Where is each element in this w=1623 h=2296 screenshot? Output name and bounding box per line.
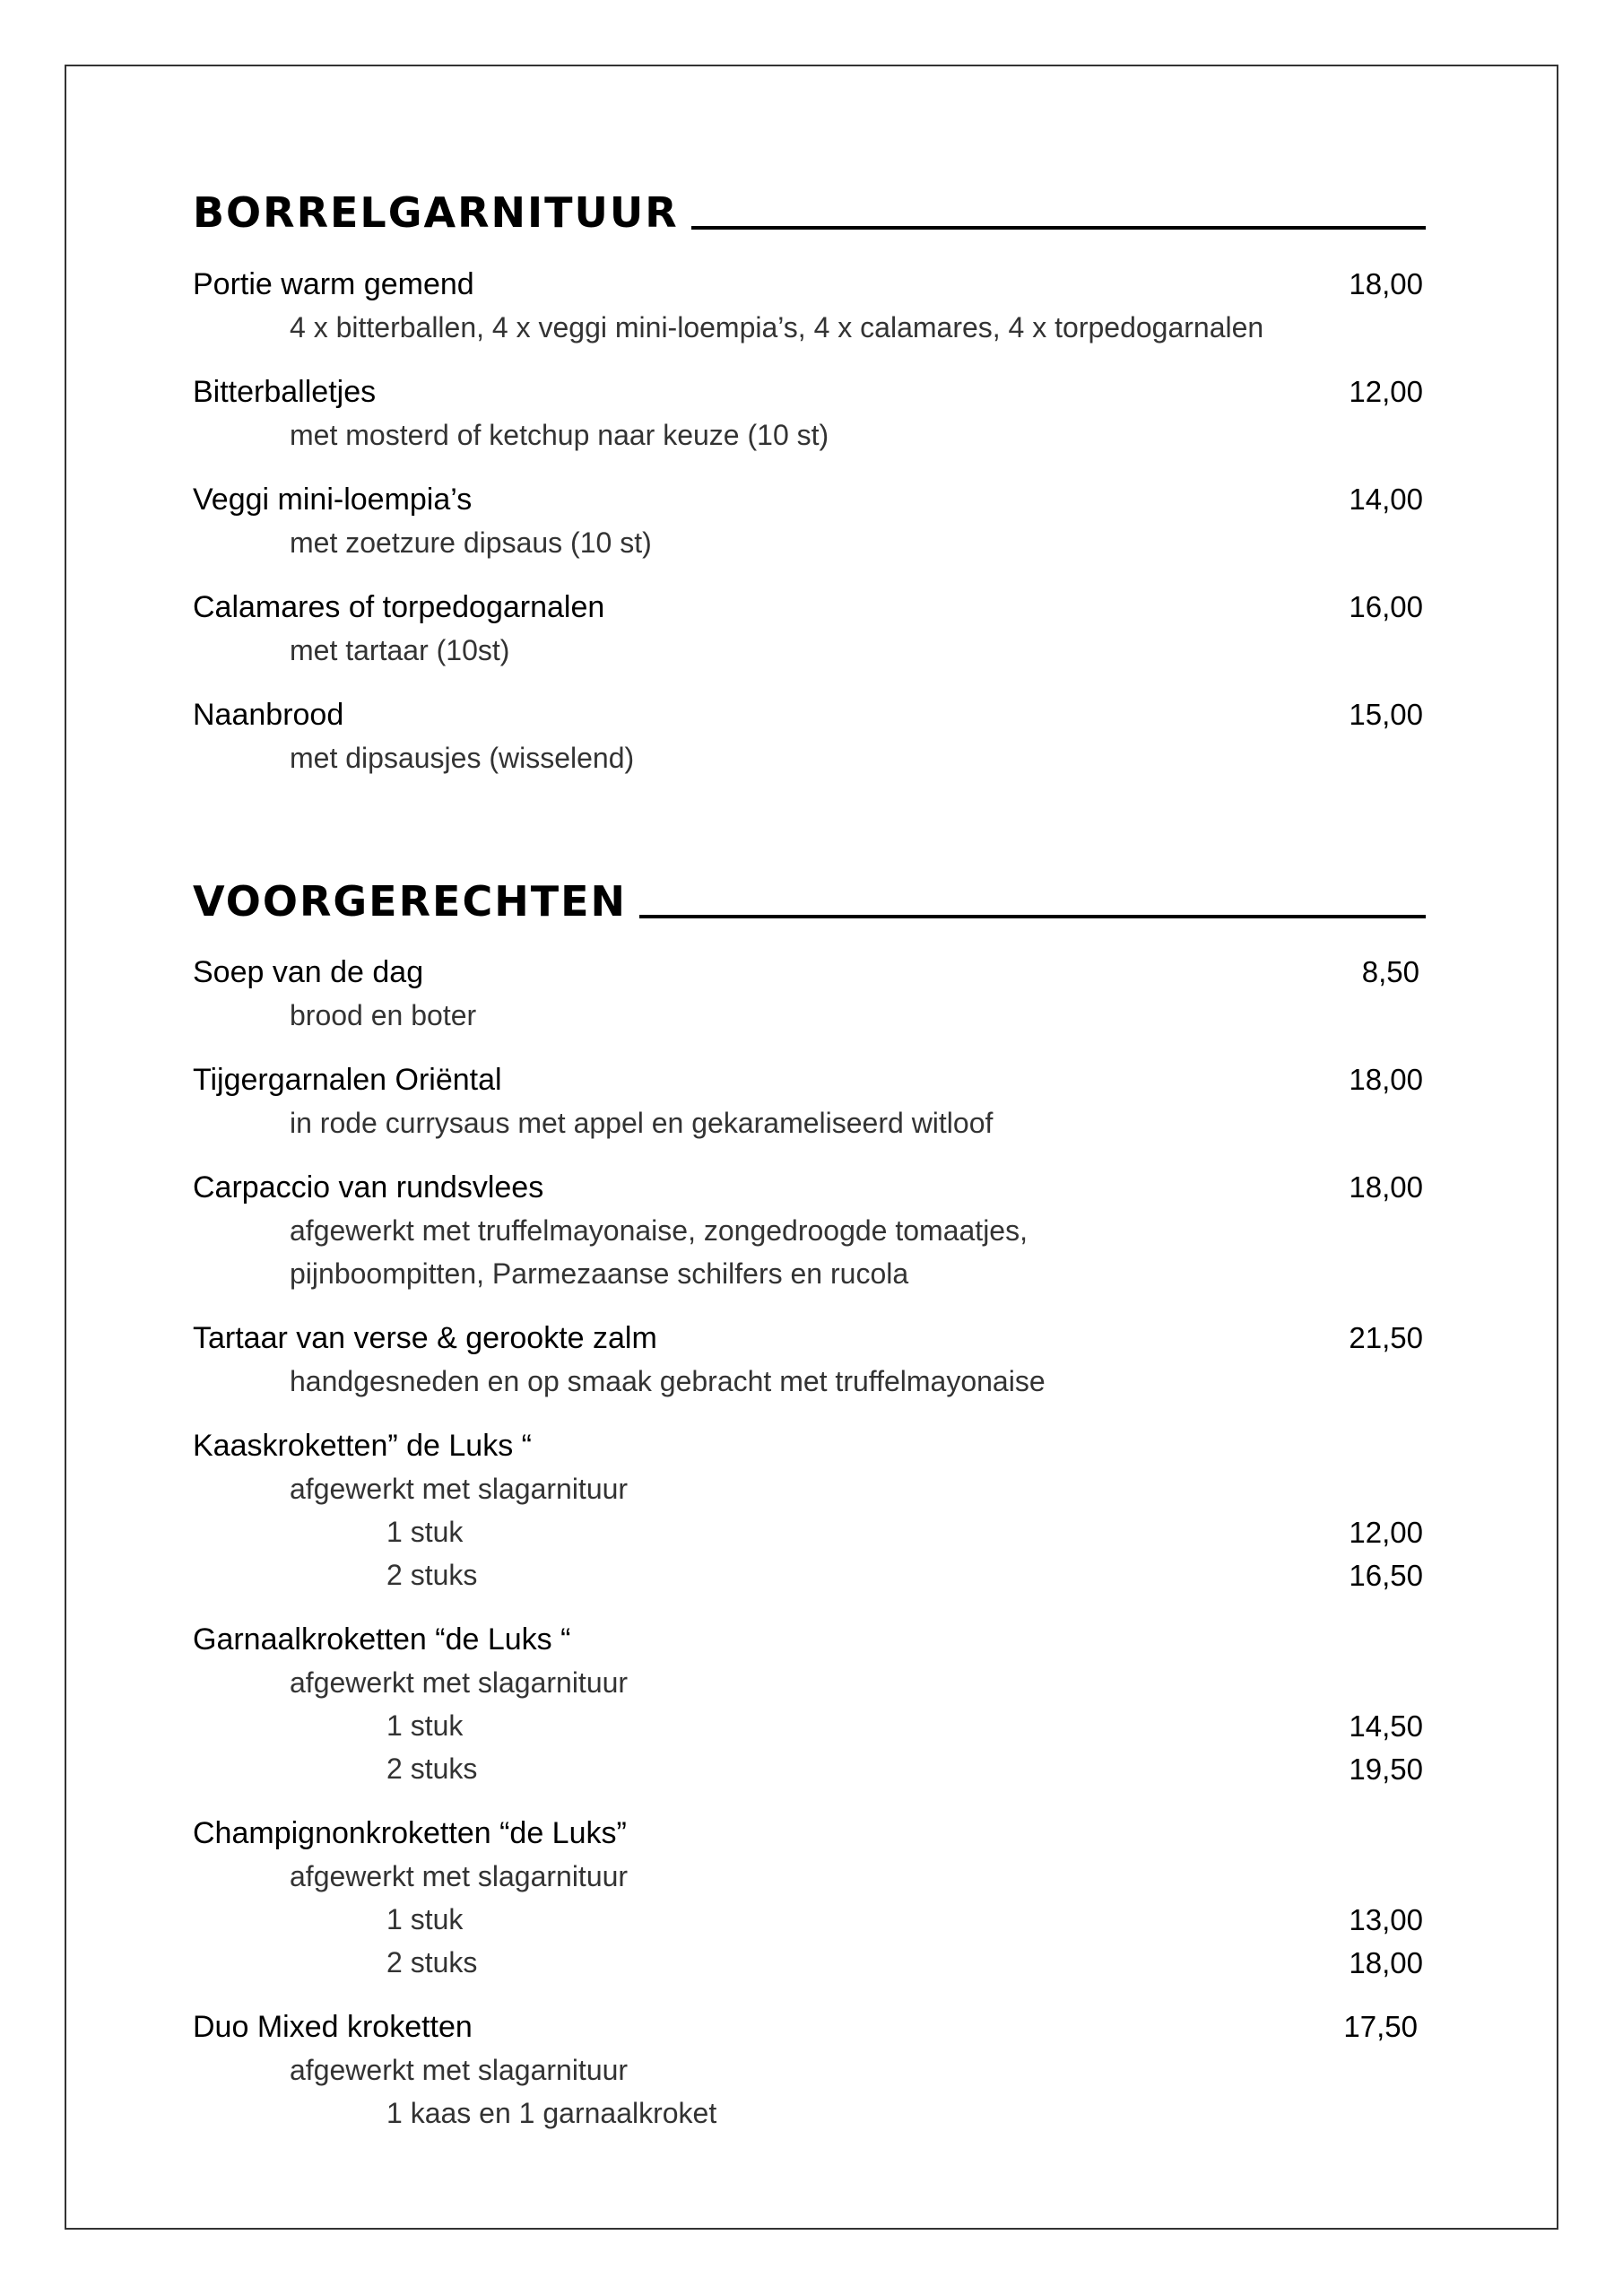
item-price: 18,00 — [1349, 1063, 1423, 1096]
portion-label: 1 stuk — [386, 1709, 464, 1742]
section-heading-borrelgarnituur — [193, 188, 1426, 237]
section-title: BORRELGARNITUUR — [193, 188, 679, 237]
item-price: 12,00 — [1349, 375, 1423, 408]
item-name: Tijgergarnalen Oriëntal — [193, 1063, 502, 1097]
item-description: afgewerkt met slagarnituur — [290, 2054, 629, 2086]
menu-item-soep-van-de-dag — [193, 955, 1423, 995]
item-description: handgesneden en op smaak gebracht met truffelmayonaise — [290, 1365, 1046, 1397]
item-price: 15,00 — [1349, 698, 1423, 731]
item-description: 4 x bitterballen, 4 x veggi mini-loempia’s, 4 x calamares, 4 x torpedogarnalen — [290, 311, 1264, 344]
item-price: 18,00 — [1349, 1170, 1423, 1204]
menu-item-veggi-mini-loempias — [193, 483, 1423, 522]
menu-item-naanbrood — [193, 698, 1423, 737]
menu-item-bitterballetjes — [193, 375, 1423, 414]
item-description: afgewerkt met slagarnituur — [290, 1473, 629, 1505]
item-price: 17,50 — [1343, 2010, 1418, 2043]
menu-item-portie-warm-gemend — [193, 267, 1423, 307]
item-name: Bitterballetjes — [193, 375, 377, 409]
portion-price: 19,50 — [1349, 1752, 1423, 1786]
portion-label: 1 kaas en 1 garnaalkroket — [386, 2097, 717, 2129]
portion-price: 14,50 — [1349, 1709, 1423, 1743]
item-price: 16,00 — [1349, 590, 1423, 623]
portion-price: 16,50 — [1349, 1559, 1423, 1592]
item-price: 8,50 — [1361, 955, 1419, 988]
heading-rule — [639, 915, 1426, 918]
menu-item-kaaskroketten — [193, 1429, 1423, 1468]
item-name: Duo Mixed kroketten — [193, 2010, 473, 2044]
item-description: met zoetzure dipsaus (10 st) — [290, 526, 652, 559]
item-name: Calamares of torpedogarnalen — [193, 590, 605, 624]
portion-label: 2 stuks — [386, 1752, 478, 1785]
portion-price: 18,00 — [1349, 1946, 1423, 1979]
menu-item-calamares — [193, 590, 1423, 630]
item-price: 21,50 — [1349, 1321, 1423, 1354]
item-name: Kaaskroketten” de Luks “ — [193, 1429, 532, 1463]
portion-label: 1 stuk — [386, 1516, 464, 1548]
item-price: 14,00 — [1349, 483, 1423, 516]
menu-item-tartaar-zalm — [193, 1321, 1423, 1361]
portion-option — [193, 2097, 1423, 2136]
item-name: Garnaalkroketten “de Luks “ — [193, 1622, 571, 1657]
item-name: Veggi mini-loempia’s — [193, 483, 473, 517]
portion-label: 2 stuks — [386, 1559, 478, 1591]
portion-option — [193, 1946, 1423, 1986]
portion-label: 2 stuks — [386, 1946, 478, 1979]
portion-option — [193, 1709, 1423, 1749]
portion-price: 13,00 — [1349, 1903, 1423, 1936]
portion-option — [193, 1516, 1423, 1555]
item-description: afgewerkt met slagarnituur — [290, 1860, 629, 1892]
item-price: 18,00 — [1349, 267, 1423, 300]
item-name: Portie warm gemend — [193, 267, 474, 301]
item-description: met mosterd of ketchup naar keuze (10 st) — [290, 419, 829, 451]
item-description: in rode currysaus met appel en gekarameliseerd witloof — [290, 1107, 994, 1139]
item-description: met tartaar (10st) — [290, 634, 510, 666]
section-title: VOORGERECHTEN — [193, 877, 628, 926]
section-heading-voorgerechten — [193, 877, 1426, 926]
portion-price: 12,00 — [1349, 1516, 1423, 1549]
item-description: afgewerkt met slagarnituur — [290, 1666, 629, 1699]
item-name: Champignonkroketten “de Luks” — [193, 1816, 627, 1850]
menu-item-carpaccio — [193, 1170, 1423, 1210]
portion-option — [193, 1903, 1423, 1943]
item-name: Soep van de dag — [193, 955, 424, 989]
item-description: afgewerkt met truffelmayonaise, zongedroogde tomaatjes, — [290, 1214, 1028, 1247]
item-name: Tartaar van verse & gerookte zalm — [193, 1321, 657, 1355]
item-description: brood en boter — [290, 999, 477, 1031]
menu-item-tijgergarnalen — [193, 1063, 1423, 1102]
heading-rule — [691, 226, 1426, 230]
portion-option — [193, 1752, 1423, 1792]
menu-item-duo-mixed-kroketten — [193, 2010, 1423, 2049]
item-name: Naanbrood — [193, 698, 344, 732]
menu-item-garnaalkroketten — [193, 1622, 1423, 1662]
portion-option — [193, 1559, 1423, 1598]
item-description: met dipsausjes (wisselend) — [290, 742, 635, 774]
item-name: Carpaccio van rundsvlees — [193, 1170, 544, 1205]
menu-item-champignonkroketten — [193, 1816, 1423, 1856]
portion-label: 1 stuk — [386, 1903, 464, 1935]
item-description: pijnboompitten, Parmezaanse schilfers en rucola — [290, 1257, 909, 1290]
